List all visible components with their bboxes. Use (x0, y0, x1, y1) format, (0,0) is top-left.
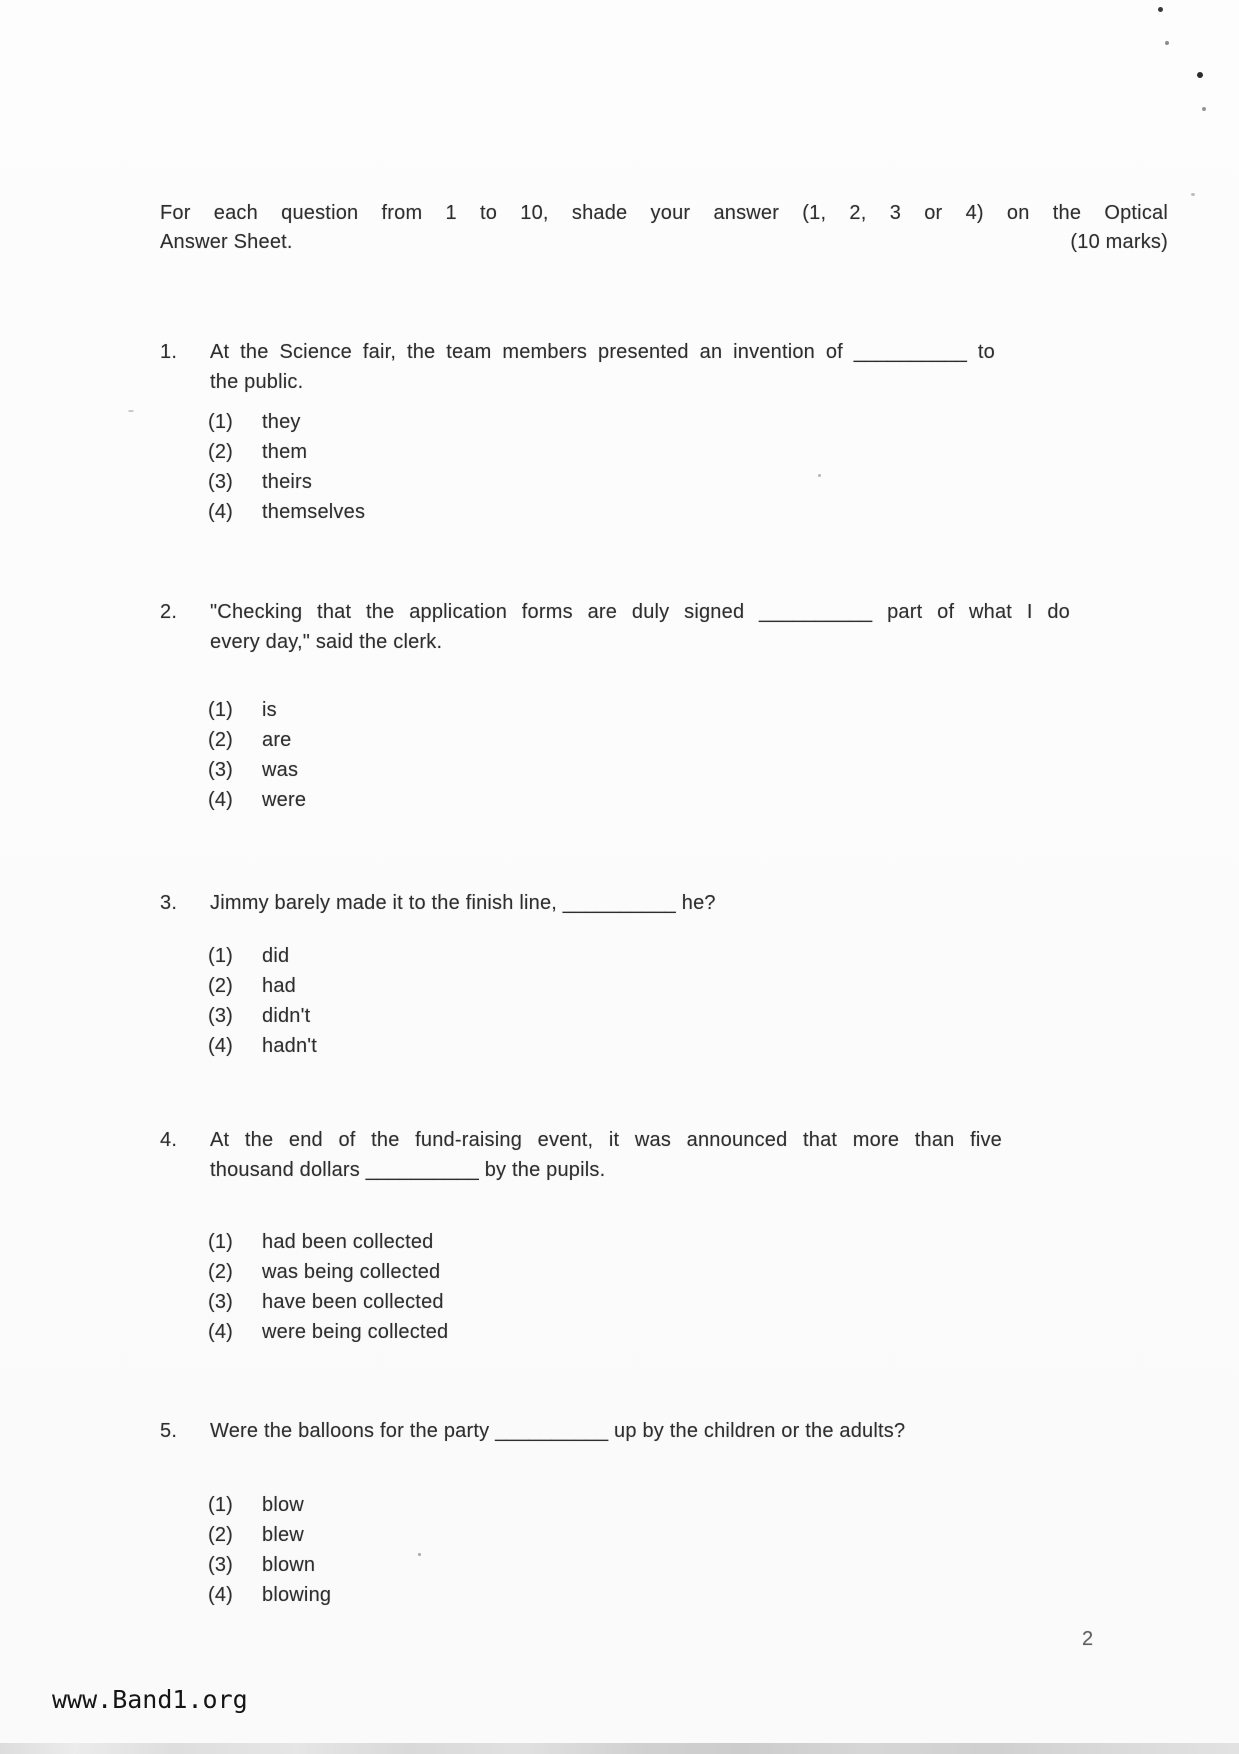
option-text: did (262, 945, 290, 967)
question-body (210, 1125, 1002, 1185)
option-text: theirs (262, 471, 313, 493)
option-row (208, 467, 995, 497)
option-row (208, 1287, 1002, 1317)
question-line: At the Science fair, the team members presented an invention of __________ to (210, 341, 995, 363)
page-number: 2 (1082, 1628, 1094, 1650)
option-text: they (262, 411, 301, 433)
option-number: (2) (208, 729, 234, 751)
scan-edge-bar (0, 1743, 1239, 1754)
question-number: 3. (160, 892, 178, 914)
question-line: Were the balloons for the party __________ up by the children or the adults? (210, 1420, 906, 1442)
scan-speck (1191, 193, 1195, 196)
question-line: At the end of the fund-raising event, it was announced that more than five (210, 1129, 1002, 1151)
option-text: didn't (262, 1005, 311, 1027)
option-number: (4) (208, 1321, 234, 1343)
scan-speck (1158, 7, 1163, 12)
option-number: (2) (208, 441, 234, 463)
question (160, 337, 995, 527)
question-body (210, 888, 716, 918)
option-row (208, 497, 995, 527)
question-options (208, 1227, 1002, 1347)
option-text: were being collected (262, 1321, 449, 1343)
option-row (208, 785, 1070, 815)
option-row (208, 1550, 905, 1580)
option-number: (1) (208, 411, 234, 433)
question-line: the public. (210, 371, 304, 393)
option-number: (2) (208, 1524, 234, 1546)
scan-speck (1165, 41, 1169, 45)
option-number: (4) (208, 501, 234, 523)
option-row (208, 1580, 905, 1610)
option-number: (1) (208, 1494, 234, 1516)
question-number: 5. (160, 1420, 178, 1442)
question-options (208, 1490, 905, 1610)
option-row (208, 437, 995, 467)
instruction-line-2-text: Answer Sheet. (160, 231, 293, 253)
option-number: (3) (208, 1005, 234, 1027)
option-text: blow (262, 1494, 304, 1516)
option-row (208, 1257, 1002, 1287)
option-text: was (262, 759, 299, 781)
option-number: (2) (208, 1261, 234, 1283)
option-row (208, 407, 995, 437)
marks-label: (10 marks) (1070, 231, 1168, 253)
footer-url: www.Band1.org (52, 1685, 248, 1714)
instruction-line-1: For each question from 1 to 10, shade your answer (1, 2, 3 or 4) on the Optical (160, 202, 1168, 224)
option-text: had been collected (262, 1231, 434, 1253)
option-number: (3) (208, 471, 234, 493)
option-number: (3) (208, 759, 234, 781)
option-number: (1) (208, 1231, 234, 1253)
question-body (210, 597, 1070, 657)
scan-speck (818, 474, 821, 477)
question (160, 888, 716, 1061)
option-row (208, 1001, 716, 1031)
option-row (208, 725, 1070, 755)
instructions (160, 199, 1168, 257)
option-row (208, 941, 716, 971)
option-number: (3) (208, 1554, 234, 1576)
option-number: (4) (208, 1035, 234, 1057)
option-row (208, 1031, 716, 1061)
question-line: every day," said the clerk. (210, 631, 443, 653)
question-line: thousand dollars __________ by the pupils. (210, 1159, 606, 1181)
scan-speck (418, 1553, 421, 1556)
option-text: had (262, 975, 296, 997)
option-text: are (262, 729, 292, 751)
option-number: (2) (208, 975, 234, 997)
option-row (208, 755, 1070, 785)
question (160, 597, 1070, 815)
question-options (208, 407, 995, 527)
option-text: blowing (262, 1584, 332, 1606)
option-row (208, 971, 716, 1001)
option-row (208, 1490, 905, 1520)
question-options (208, 941, 716, 1061)
option-text: is (262, 699, 277, 721)
option-text: blew (262, 1524, 304, 1546)
option-row (208, 1227, 1002, 1257)
question-number: 1. (160, 341, 178, 363)
question-line: "Checking that the application forms are duly signed __________ part of what I do (210, 601, 1070, 623)
option-row (208, 1317, 1002, 1347)
option-text: blown (262, 1554, 316, 1576)
scan-speck (128, 410, 134, 412)
option-text: themselves (262, 501, 366, 523)
option-row (208, 1520, 905, 1550)
option-number: (4) (208, 789, 234, 811)
question-body (210, 1416, 905, 1446)
question-number: 4. (160, 1129, 178, 1151)
option-text: hadn't (262, 1035, 318, 1057)
option-number: (1) (208, 945, 234, 967)
question-number: 2. (160, 601, 178, 623)
scan-speck (1202, 107, 1206, 111)
scan-speck (1197, 72, 1203, 78)
question (160, 1125, 1002, 1347)
option-text: were (262, 789, 307, 811)
question-body (210, 337, 995, 397)
option-number: (4) (208, 1584, 234, 1606)
option-number: (1) (208, 699, 234, 721)
question (160, 1416, 905, 1610)
option-row (208, 695, 1070, 725)
option-text: was being collected (262, 1261, 441, 1283)
question-line: Jimmy barely made it to the finish line, __________ he? (210, 892, 716, 914)
option-text: have been collected (262, 1291, 444, 1313)
option-text: them (262, 441, 308, 463)
option-number: (3) (208, 1291, 234, 1313)
instruction-line-2 (160, 228, 1168, 257)
question-options (208, 695, 1070, 815)
